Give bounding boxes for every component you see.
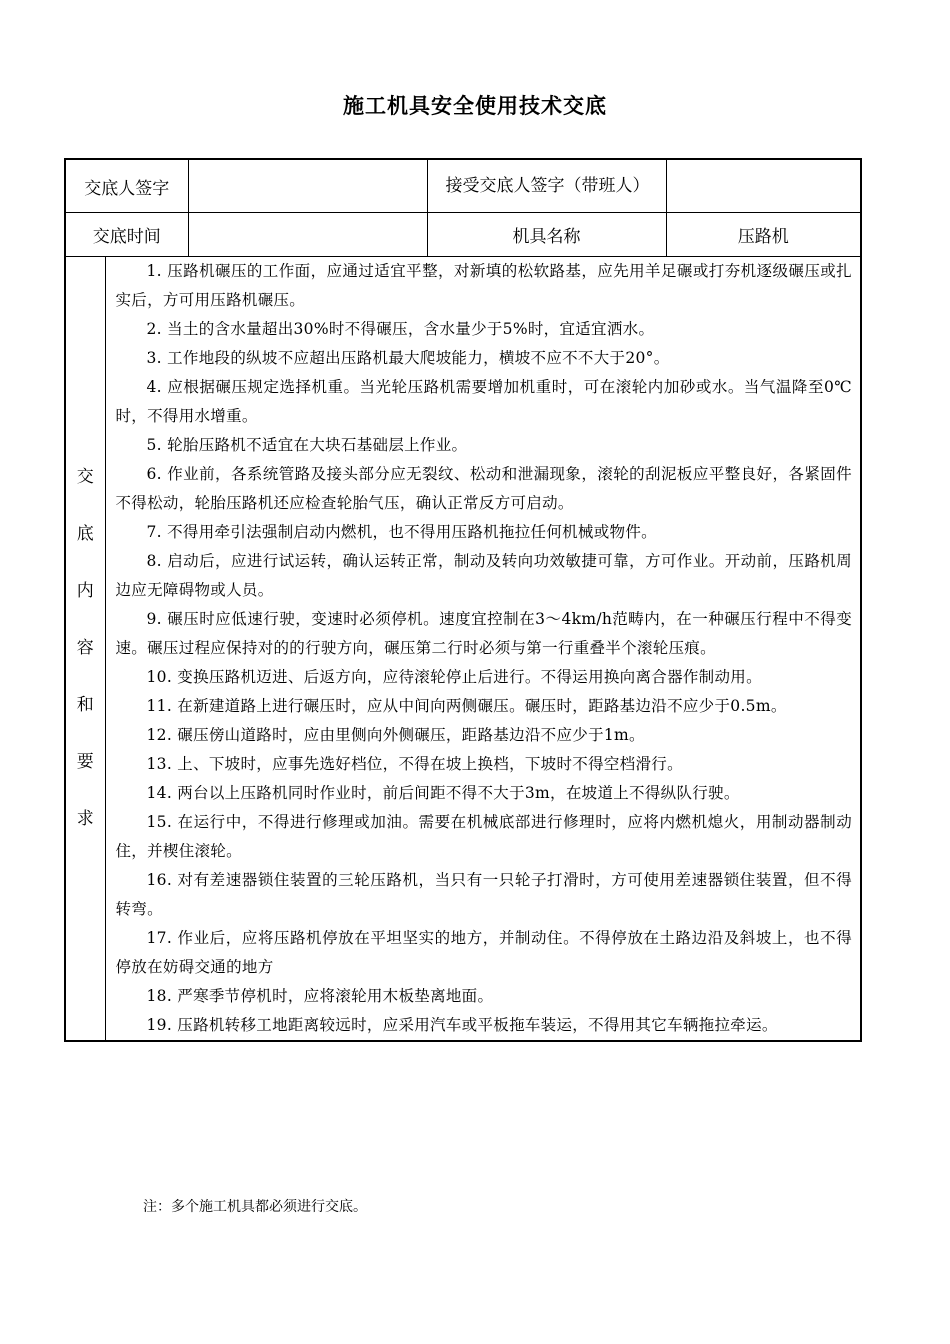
- discloser-sign-label: 交底人签字: [65, 159, 188, 213]
- requirement-item: 7. 不得用牵引法强制启动内燃机，也不得用压路机拖拉任何机械或物件。: [146, 523, 657, 541]
- requirement-item: 12. 碾压傍山道路时，应由里侧向外侧碾压，距路基边沿不应少于1m。: [146, 726, 645, 744]
- requirement-item: 2. 当土的含水量超出30%时不得碾压，含水量少于5%时，宜适宜洒水。: [146, 320, 655, 338]
- machine-name-label: 机具名称: [427, 213, 666, 257]
- label-char: 要: [76, 752, 94, 772]
- requirement-item: 18. 严寒季节停机时，应将滚轮用木板垫离地面。: [146, 987, 494, 1005]
- receiver-sign-field[interactable]: [666, 159, 861, 213]
- requirement-item: 17. 作业后，应将压路机停放在平坦坚实的地方，并制动住。不得停放在土路边沿及斜坡上，也不得停放在妨碍交通的地方: [115, 929, 852, 976]
- requirement-item: 10. 变换压路机迈进、后返方向，应待滚轮停止后进行。不得运用换向离合器作制动用。: [146, 668, 762, 686]
- info-row: [65, 213, 861, 257]
- requirement-item: 16. 对有差速器锁住装置的三轮压路机，当只有一只轮子打滑时，方可使用差速器锁住装置，但不得转弯。: [115, 871, 852, 918]
- footnote: 注：多个施工机具都必须进行交底。: [143, 1199, 367, 1215]
- requirement-item: 14. 两台以上压路机同时作业时，前后间距不得不大于3m，在坡道上不得纵队行驶。: [146, 784, 740, 802]
- label-char: 内: [76, 581, 94, 601]
- requirement-item: 4. 应根据碾压规定选择机重。当光轮压路机需要增加机重时，可在滚轮内加砂或水。当气温降至0℃时，不得用水增重。: [115, 378, 852, 425]
- signature-row: [65, 159, 861, 213]
- requirement-item: 11. 在新建道路上进行碾压时，应从中间向两侧碾压。碾压时，距路基边沿不应少于0.5m。: [146, 697, 787, 715]
- requirement-item: 15. 在运行中，不得进行修理或加油。需要在机械底部进行修理时，应将内燃机熄火，用制动器制动住，并楔住滚轮。: [115, 813, 852, 860]
- disclosure-time-label: 交底时间: [65, 213, 188, 257]
- content-body: [105, 257, 861, 1042]
- label-char: 交: [76, 467, 94, 487]
- content-requirements-label: [65, 257, 105, 1042]
- requirement-item: 1. 压路机碾压的工作面，应通过适宜平整，对新填的松软路基，应先用羊足碾或打夯机逐级碾压或扎实后，方可用压路机碾压。: [115, 262, 852, 309]
- label-char: 容: [76, 638, 94, 658]
- requirement-item: 3. 工作地段的纵坡不应超出压路机最大爬坡能力，横坡不应不不大于20°。: [146, 349, 670, 367]
- requirement-item: 13. 上、下坡时，应事先选好档位，不得在坡上换档，下坡时不得空档滑行。: [146, 755, 683, 773]
- requirement-item: 8. 启动后，应进行试运转，确认运转正常，制动及转向功效敏捷可靠，方可作业。开动前，压路机周边应无障碍物或人员。: [115, 552, 852, 599]
- discloser-sign-field[interactable]: [188, 159, 427, 213]
- receiver-sign-label-cell: [427, 159, 666, 213]
- label-char: 底: [76, 524, 94, 544]
- machine-name-value: 压路机: [666, 213, 861, 257]
- requirement-item: 19. 压路机转移工地距离较远时，应采用汽车或平板拖车装运，不得用其它车辆拖拉牵运。: [146, 1016, 778, 1034]
- receiver-sign-label: 接受交底人签字（带班人）: [445, 176, 650, 196]
- requirement-item: 9. 碾压时应低速行驶，变速时必须停机。速度宜控制在3～4km/h范畴内，在一种碾压行程中不得变速。碾压过程应保持对的的行驶方向，碾压第二行时必须与第一行重叠半个滚轮压痕。: [115, 610, 852, 657]
- label-char: 和: [76, 695, 94, 715]
- requirement-item: 5. 轮胎压路机不适宜在大块石基础层上作业。: [146, 436, 468, 454]
- content-row: [65, 257, 861, 1042]
- disclosure-time-field[interactable]: [188, 213, 427, 257]
- requirement-item: 6. 作业前，各系统管路及接头部分应无裂纹、松动和泄漏现象，滚轮的刮泥板应平整良好，各紧固件不得松动，轮胎压路机还应检查轮胎气压，确认正常反方可启动。: [115, 465, 852, 512]
- document-title: 施工机具安全使用技术交底: [343, 94, 607, 118]
- disclosure-table: [64, 158, 862, 1042]
- label-char: 求: [76, 809, 94, 829]
